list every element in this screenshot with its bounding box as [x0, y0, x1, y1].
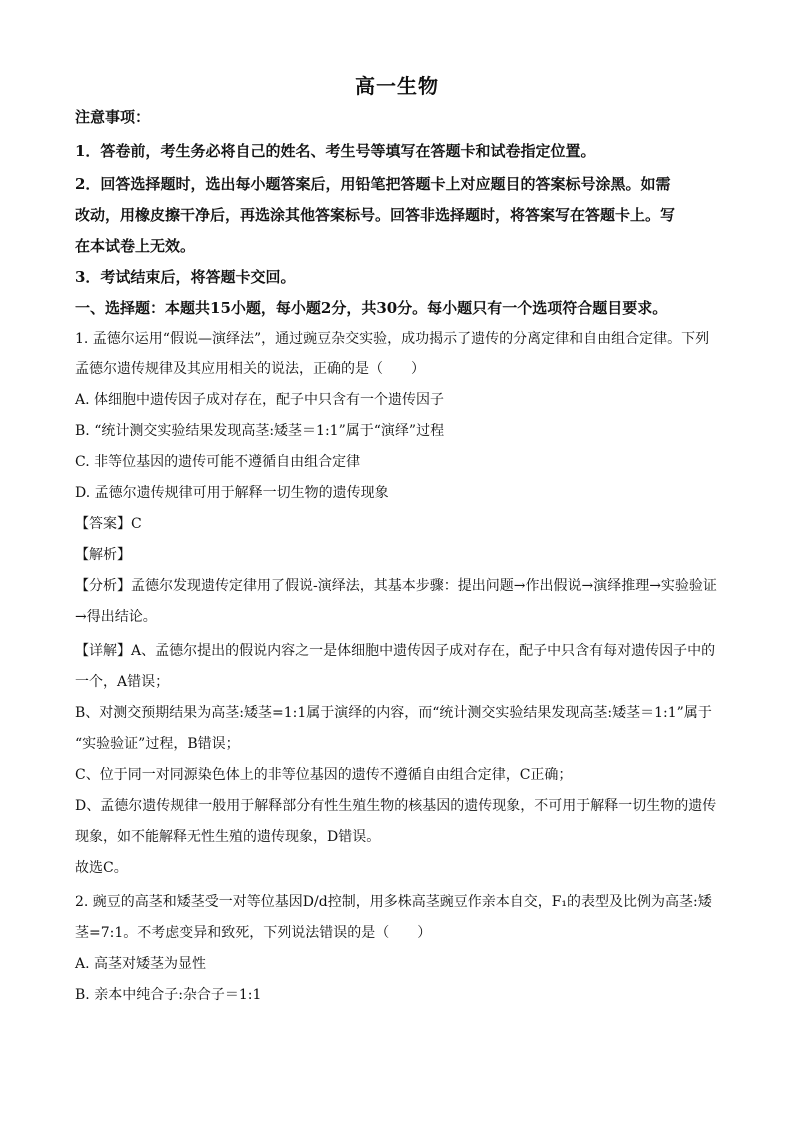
page-title: 高一生物 [355, 74, 439, 98]
notice-item: 在本试卷上无效。 [75, 237, 196, 255]
detail-text: 一个，A错误； [75, 674, 170, 690]
notice-item: 改动，用橡皮擦干净后，再选涂其他答案标号。回答非选择题时，将答案写在答题卡上。写 [75, 206, 676, 224]
option: C. 非等位基因的遗传可能不遵循自由组合定律 [75, 454, 361, 470]
question-stem: 孟德尔遗传规律及其应用相关的说法，正确的是（ ） [75, 361, 425, 377]
option: B. “统计测交实验结果发现高茎:矮茎＝1:1”属于“演绎”过程 [75, 423, 445, 439]
detail-text: D、孟德尔遗传规律一般用于解释部分有性生殖生物的核基因的遗传现象，不可用于解释一切生物的遗传 [75, 798, 717, 814]
option: D. 孟德尔遗传规律可用于解释一切生物的遗传现象 [75, 485, 389, 501]
question-stem: 茎=7:1。不考虑变异和致死，下列说法错误的是（ ） [75, 925, 432, 941]
question-stem: 2. 豌豆的高茎和矮茎受一对等位基因D/d控制，用多株高茎豌豆作亲本自交，F₁的表型及比例为高茎:矮 [75, 894, 712, 910]
option: A. 体细胞中遗传因子成对存在，配子中只含有一个遗传因子 [75, 392, 445, 408]
detail-text: 现象，如不能解释无性生殖的遗传现象，D错误。 [75, 829, 381, 845]
analysis-text: →得出结论。 [75, 609, 157, 625]
detail-text: B、对测交预期结果为高茎:矮茎=1:1属于演绎的内容，而“统计测交实验结果发现高茎:矮茎＝1:1”属于 [75, 705, 712, 721]
notice-heading: 注意事项： [75, 108, 151, 126]
detail-text: C、位于同一对同源染色体上的非等位基因的遗传不遵循自由组合定律，C正确； [75, 767, 573, 783]
analysis-label: 【解析】 [75, 547, 131, 563]
detail-text: 【详解】A、孟德尔提出的假说内容之一是体细胞中遗传因子成对存在，配子中只含有每对遗传因子中的 [75, 643, 716, 659]
notice-item: 1．答卷前，考生务必将自己的姓名、考生号等填写在答题卡和试卷指定位置。 [75, 142, 596, 160]
analysis-text: 【分析】孟德尔发现遗传定律用了假说-演绎法，其基本步骤：提出问题→作出假说→演绎推理→实验验证 [75, 578, 717, 594]
notice-item: 2．回答选择题时，选出每小题答案后，用铅笔把答题卡上对应题目的答案标号涂黑。如需 [75, 175, 671, 193]
option: A. 高茎对矮茎为显性 [75, 956, 207, 972]
detail-text: “实验验证”过程，B错误； [75, 736, 240, 752]
answer: 【答案】C [75, 516, 142, 532]
section-heading: 一、选择题：本题共15小题，每小题2分，共30分。每小题只有一个选项符合题目要求。 [75, 299, 668, 317]
notice-item: 3．考试结束后，将答题卡交回。 [75, 268, 296, 286]
option: B. 亲本中纯合子:杂合子＝1:1 [75, 987, 262, 1003]
detail-text: 故选C。 [75, 860, 128, 876]
question-stem: 1. 孟德尔运用“假说—演绎法”，通过豌豆杂交实验，成功揭示了遗传的分离定律和自由组合定律。下列 [75, 331, 710, 347]
